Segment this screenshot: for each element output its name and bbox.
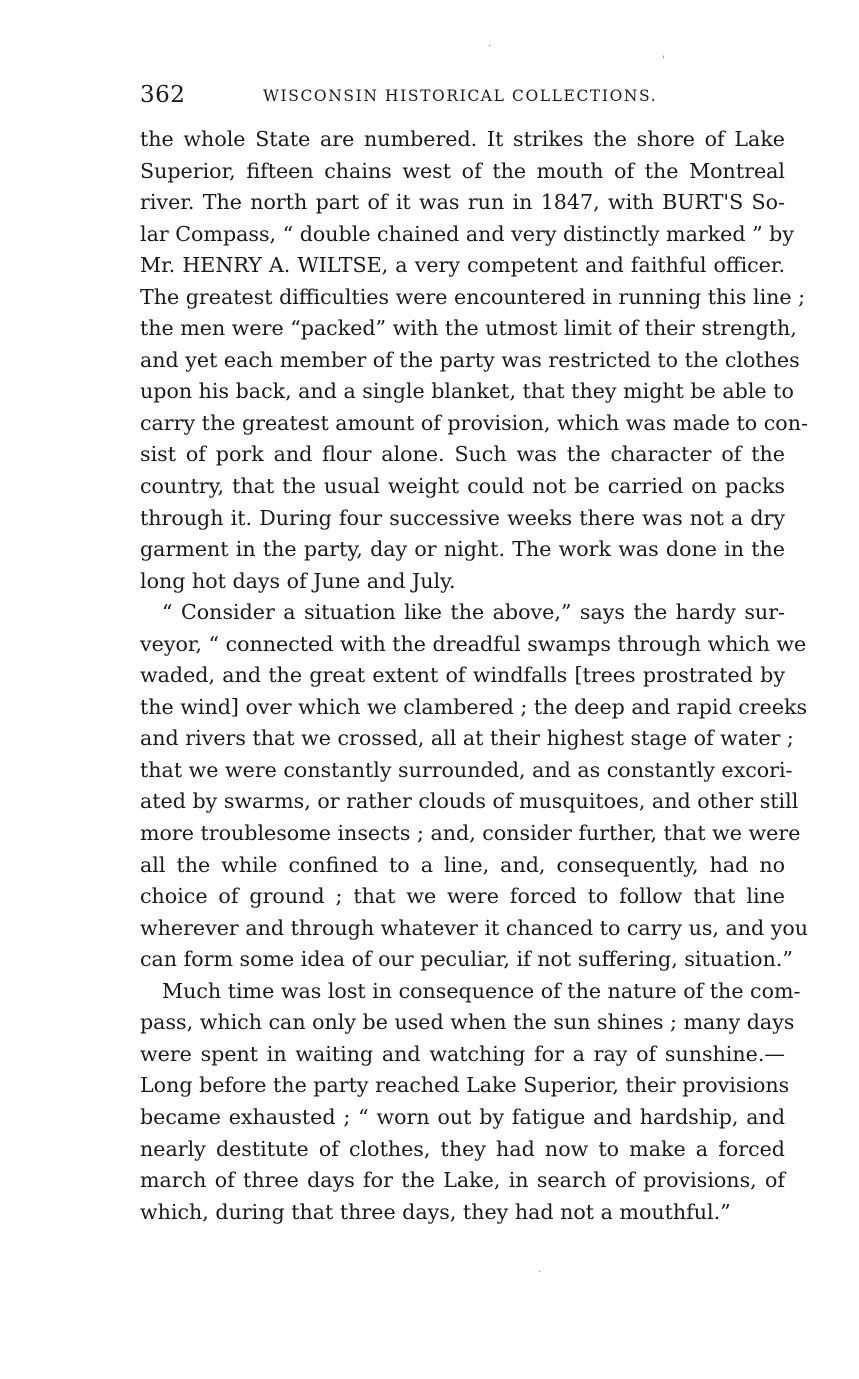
text-line: choice of ground ; that we were forced to follow that line <box>140 884 785 909</box>
text-line: through it. During four successive weeks there was not a dry <box>140 505 785 530</box>
text-line: upon his back, and a single blanket, that they might be able to <box>140 379 794 404</box>
text-line: Much time was lost in consequence of the nature of the com- <box>162 978 801 1003</box>
text-line: which, during that three days, they had not a mouthful.” <box>140 1199 731 1224</box>
text-line: Long before the party reached Lake Superior, their provisions <box>140 1073 790 1098</box>
text-line: that we were constantly surrounded, and as constantly excori- <box>140 757 793 782</box>
text-line: Superior, fifteen chains west of the mouth of the Montreal <box>140 158 785 183</box>
text-line: pass, which can only be used when the sun shines ; many days <box>140 1010 795 1035</box>
text-line: became exhausted ; “ worn out by fatigue and hardship, and <box>140 1104 785 1129</box>
scan-speck-bottom: · <box>538 1267 542 1278</box>
page-number: 362 <box>140 82 186 108</box>
body-text <box>140 124 809 1228</box>
text-line: ated by swarms, or rather clouds of musquitoes, and other still <box>140 789 799 814</box>
text-line: wherever and through whatever it chanced to carry us, and you <box>140 915 809 940</box>
text-line: long hot days of June and July. <box>140 568 456 593</box>
text-line: waded, and the great extent of windfalls [trees prostrated by <box>140 663 785 688</box>
text-line: were spent in waiting and watching for a ray of sunshine.— <box>140 1041 785 1066</box>
page-header <box>140 82 785 110</box>
text-line: The greatest difficulties were encountered in running this line ; <box>140 284 806 309</box>
text-line: Mr. HENRY A. WILTSE, a very competent and faithful officer. <box>140 253 785 278</box>
text-line: the whole State are numbered. It strikes the shore of Lake <box>140 127 785 151</box>
scan-speck-top: · <box>488 41 492 52</box>
text-line: the wind] over which we clambered ; the deep and rapid creeks <box>140 694 808 719</box>
paragraph-3 <box>140 976 801 1228</box>
scan-speck-top-right: ' <box>662 55 665 66</box>
text-line: and rivers that we crossed, all at their highest stage of water ; <box>140 726 794 751</box>
text-line: lar Compass, “ double chained and very distinctly marked ” by <box>140 221 794 246</box>
paragraph-1 <box>140 124 808 597</box>
text-line: veyor, “ connected with the dreadful swamps through which we <box>140 631 807 656</box>
text-line: the men were “packed” with the utmost limit of their strength, <box>140 316 797 341</box>
text-line: sist of pork and flour alone. Such was the character of the <box>140 442 785 467</box>
text-line: more troublesome insects ; and, consider further, that we were <box>140 821 801 846</box>
text-line: country, that the usual weight could not be carried on packs <box>140 474 785 499</box>
text-line: and yet each member of the party was restricted to the clothes <box>140 347 800 372</box>
paragraph-2 <box>140 597 809 976</box>
text-line: can form some idea of our peculiar, if not suffering, situation.” <box>140 947 793 972</box>
text-line: garment in the party, day or night. The work was done in the <box>140 537 785 562</box>
text-line: all the while confined to a line, and, consequently, had no <box>140 852 785 877</box>
text-line: carry the greatest amount of provision, which was made to con- <box>140 410 808 435</box>
running-head: WISCONSIN HISTORICAL COLLECTIONS. <box>263 87 658 105</box>
text-line: river. The north part of it was run in 1847, with BURT'S So- <box>140 190 785 215</box>
text-line: march of three days for the Lake, in search of provisions, of <box>140 1168 785 1193</box>
text-line: nearly destitute of clothes, they had now to make a forced <box>140 1136 785 1161</box>
text-line: “ Consider a situation like the above,” says the hardy sur- <box>162 600 785 625</box>
